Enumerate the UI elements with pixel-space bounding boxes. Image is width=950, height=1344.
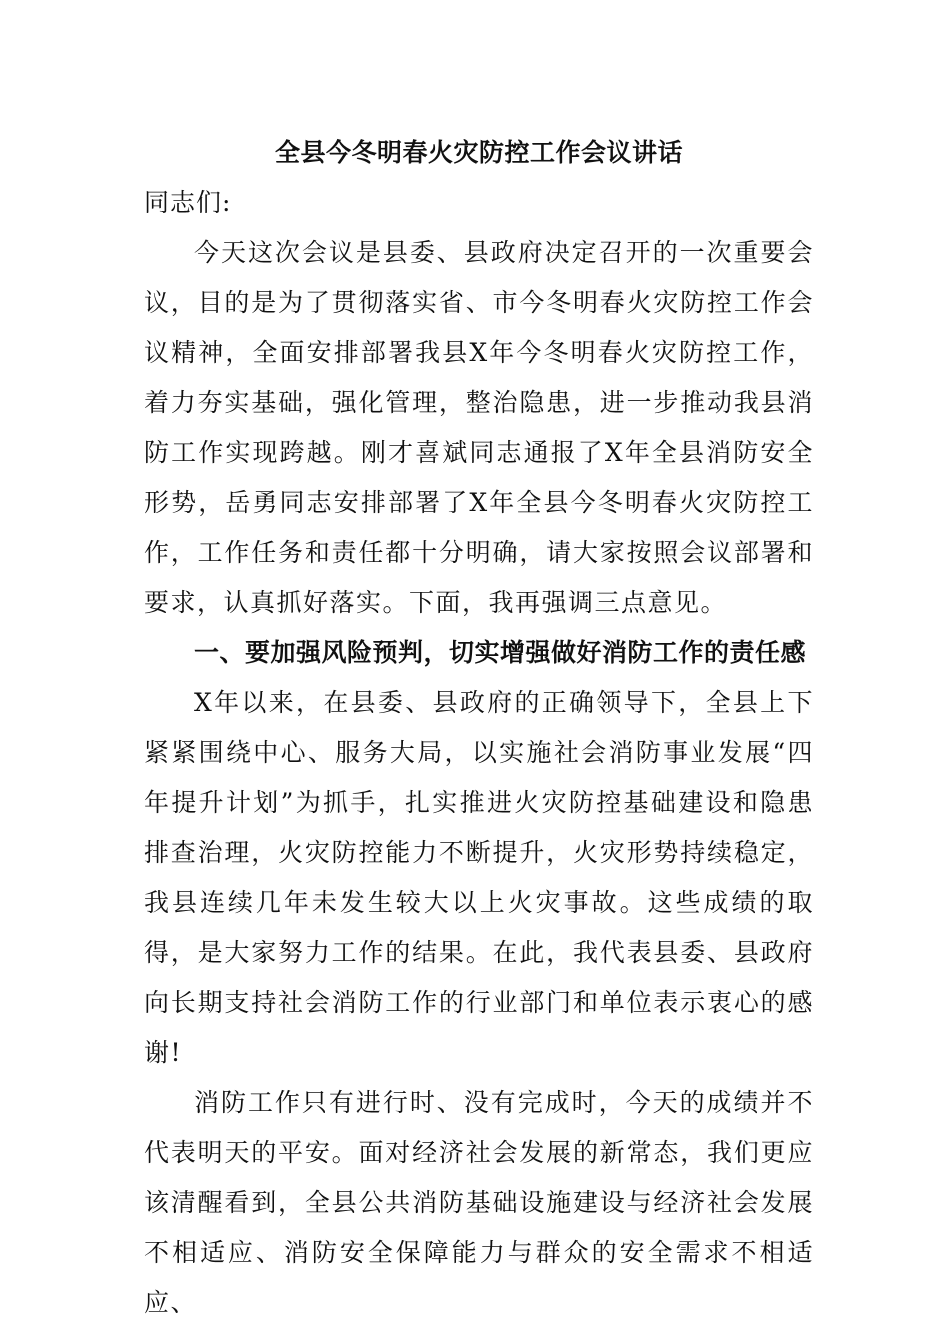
document-body <box>144 128 814 1328</box>
document-title: 全县今冬明春火灾防控工作会议讲话 <box>274 138 683 167</box>
salutation: 同志们: <box>144 188 232 217</box>
intro-paragraph: 今天这次会议是县委、县政府决定召开的一次重要会议，目的是为了贯彻落实省、市今冬明春火灾防控工作会议精神，全面安排部署我县X年今冬明春火灾防控工作，着力夯实基础，强化管理，整治隐患，进一步推动我县消防工作实现跨越。刚才喜斌同志通报了X年全县消防安全形势，岳勇同志安排部署了X年全县今冬明春火灾防控工作，工作任务和责任都十分明确，请大家按照会议部署和要求，认真抓好落实。下面，我再强调三点意见。 <box>144 238 814 617</box>
section-heading-1: 一、要加强风险预判，切实增强做好消防工作的责任感 <box>194 638 807 667</box>
section1-paragraph-1: X年以来，在县委、县政府的正确领导下，全县上下紧紧围绕中心、服务大局，以实施社会消防事业发展“四年提升计划”为抓手，扎实推进火灾防控基础建设和隐患排查治理，火灾防控能力不断提升，火灾形势持续稳定，我县连续几年未发生较大以上火灾事故。这些成绩的取得，是大家努力工作的结果。在此，我代表县委、县政府向长期支持社会消防工作的行业部门和单位表示衷心的感谢! <box>144 688 814 1067</box>
section1-paragraph-2: 消防工作只有进行时、没有完成时，今天的成绩并不代表明天的平安。面对经济社会发展的新常态，我们更应该清醒看到，全县公共消防基础设施建设与经济社会发展不相适应、消防安全保障能力与群众的安全需求不相适应、 <box>144 1088 814 1317</box>
